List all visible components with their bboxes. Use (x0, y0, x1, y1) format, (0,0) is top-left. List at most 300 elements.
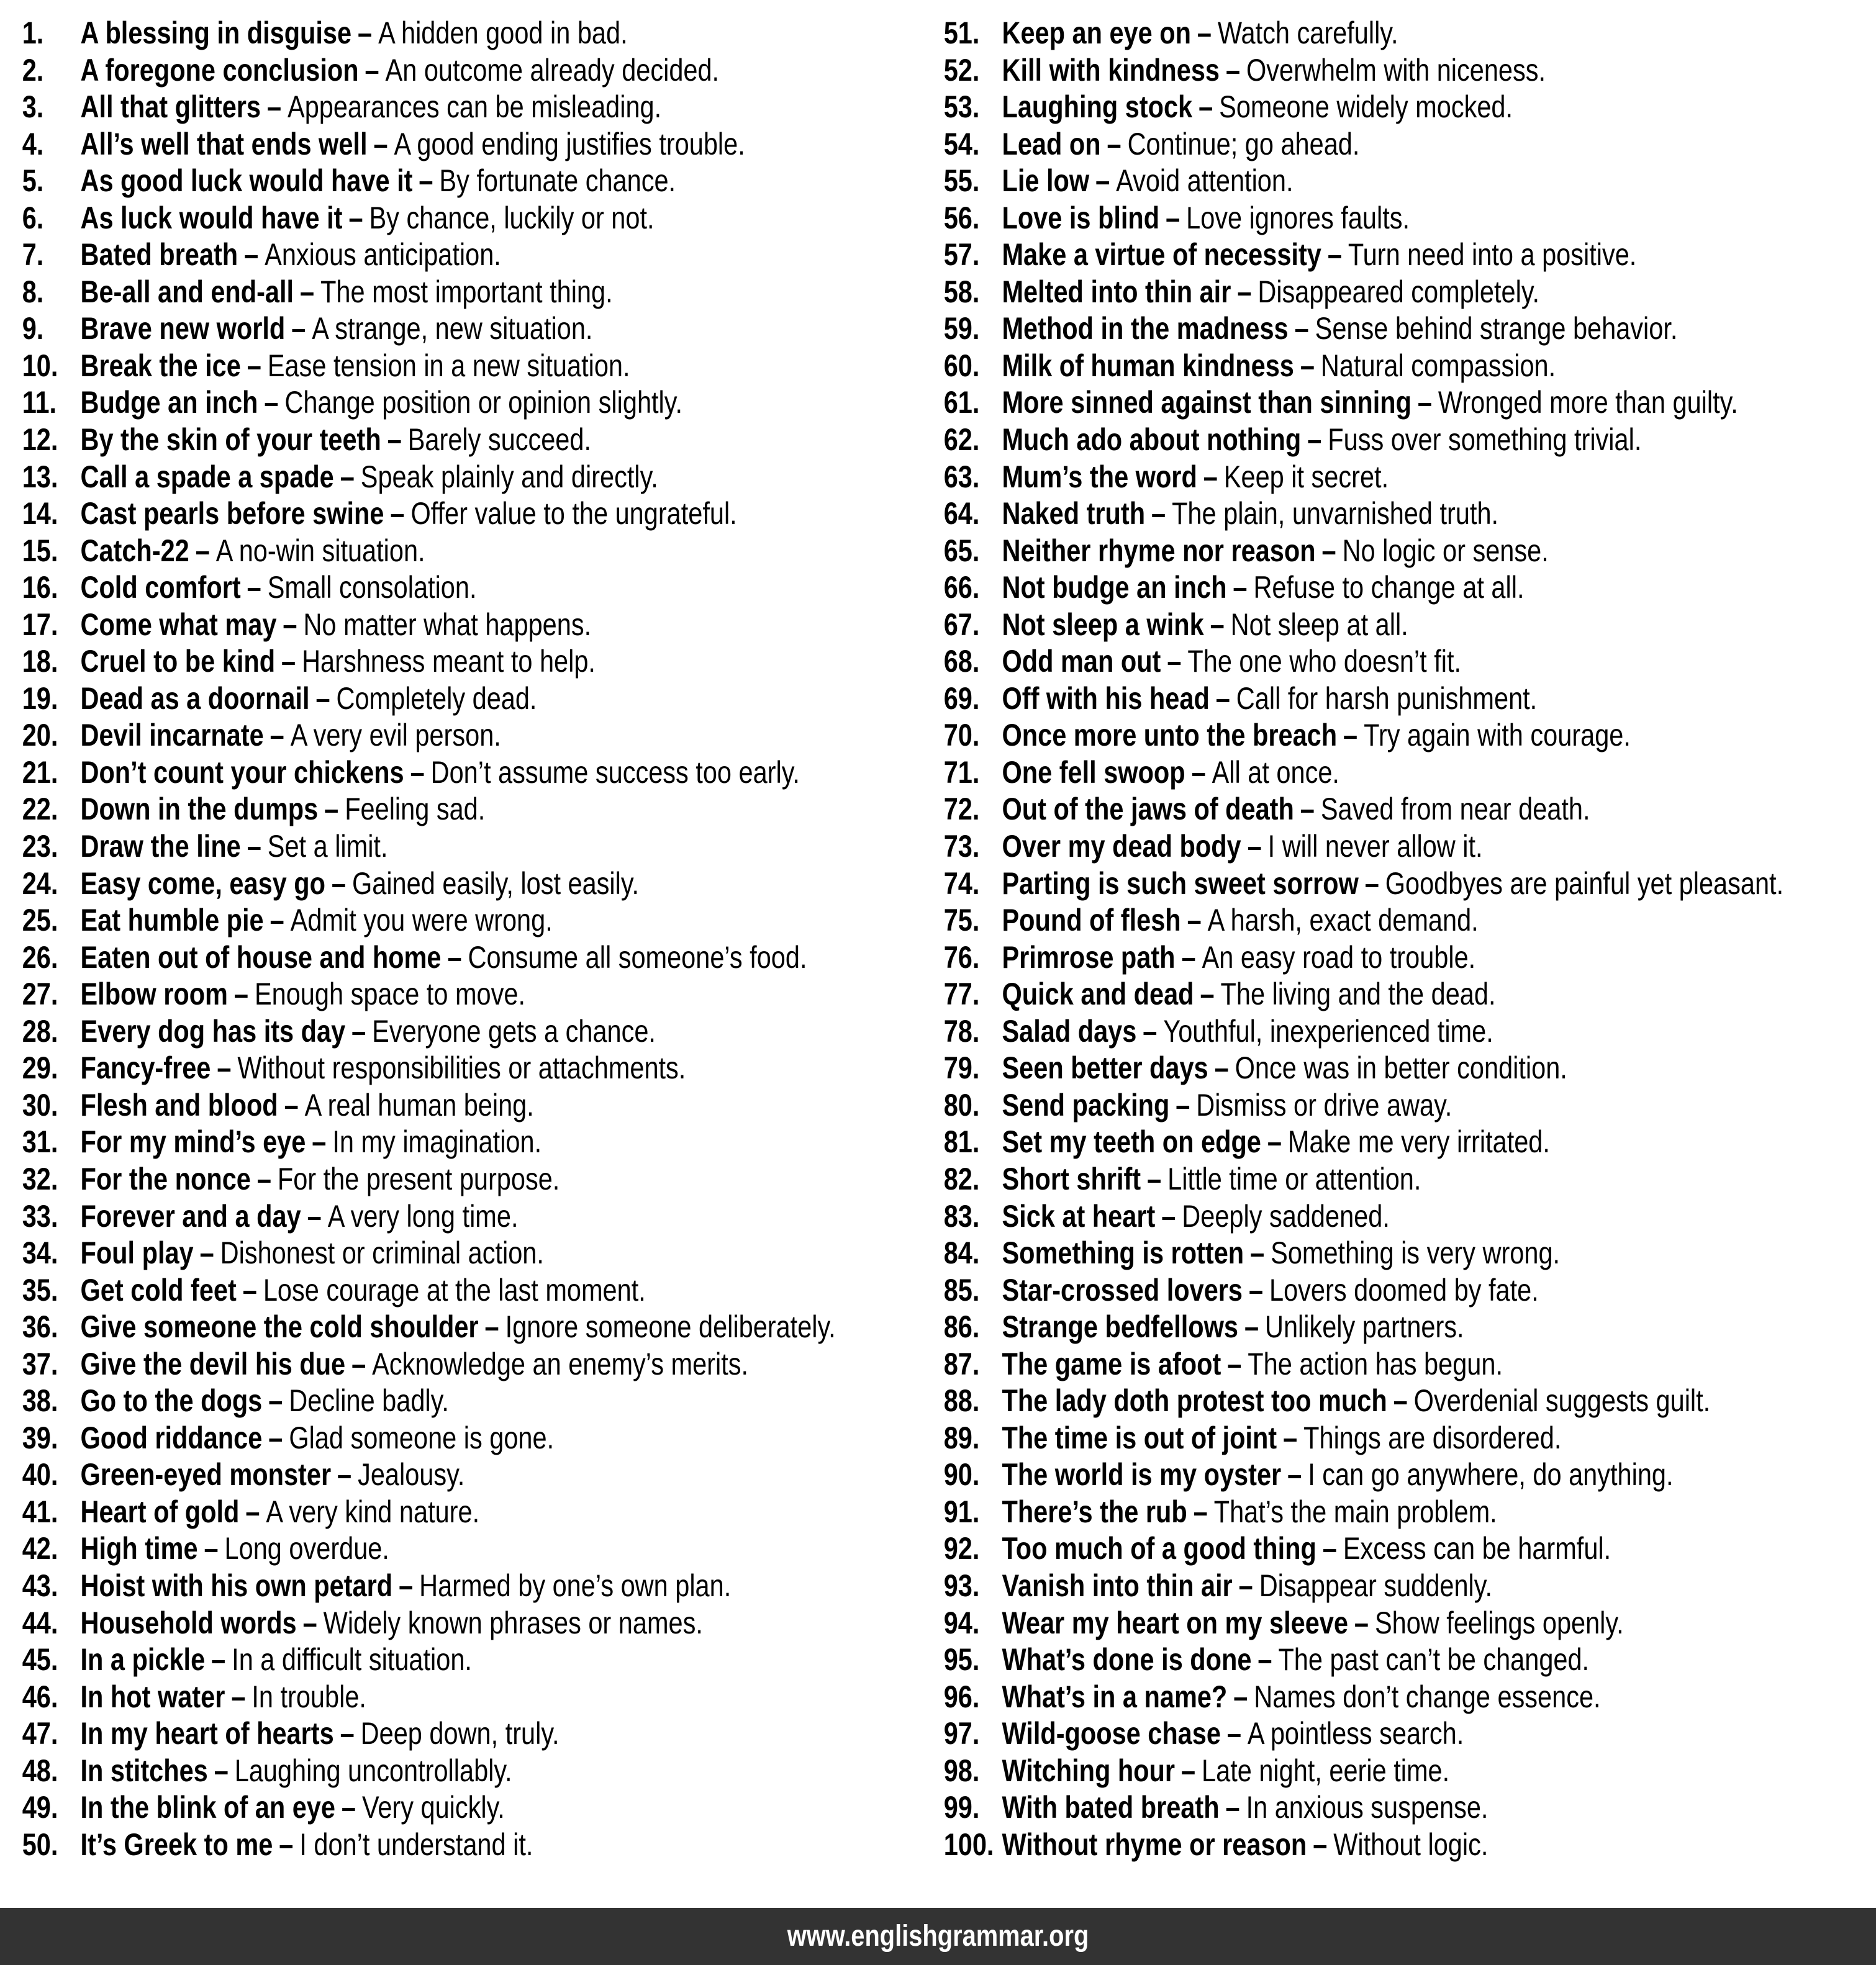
footer-bar (0, 1908, 1876, 1965)
dash-separator: – (1247, 829, 1262, 864)
definition-text: Offer value to the ungrateful. (410, 496, 737, 531)
idiom-phrase: The game is afoot (1002, 1346, 1221, 1381)
idiom-phrase: For my mind’s eye (80, 1124, 306, 1160)
definition-text: Lose courage at the last moment. (263, 1272, 646, 1308)
list-item (0, 459, 791, 496)
definition-text: The action has begun. (1248, 1346, 1503, 1381)
definition-text: Names don’t change essence. (1254, 1679, 1601, 1714)
idiom-phrase: In a pickle (80, 1642, 206, 1678)
dash-separator: – (247, 348, 261, 383)
idiom-phrase: The world is my oyster (1002, 1457, 1282, 1493)
idiom-phrase: As luck would have it (80, 200, 343, 235)
dash-separator: – (217, 1050, 232, 1086)
item-number: 45. (22, 1642, 58, 1678)
item-number: 17. (22, 607, 58, 642)
definition-text: Turn need into a positive. (1348, 237, 1637, 273)
definition-text: Decline badly. (289, 1383, 449, 1419)
idiom-phrase: Forever and a day (80, 1198, 301, 1234)
definition-text: Little time or attention. (1167, 1161, 1421, 1196)
definition-text: By fortunate chance. (439, 163, 676, 199)
item-number: 62. (943, 422, 980, 458)
item-number: 46. (22, 1679, 58, 1714)
list-item (922, 902, 1713, 939)
list-item (0, 495, 791, 533)
item-number: 94. (943, 1605, 980, 1640)
list-item (0, 1050, 791, 1087)
item-number: 50. (22, 1827, 58, 1862)
item-number: 78. (943, 1013, 980, 1049)
definition-text: Sense behind strange behavior. (1315, 311, 1678, 346)
idiom-phrase: Star-crossed lovers (1002, 1272, 1243, 1308)
idiom-phrase: Brave new world (80, 311, 286, 346)
definition-text: Natural compassion. (1320, 348, 1556, 383)
idiom-phrase: Love is blind (1002, 200, 1160, 235)
item-number: 84. (943, 1235, 980, 1271)
idiom-phrase: Mum’s the word (1002, 459, 1197, 494)
list-item (0, 126, 791, 163)
item-number: 42. (22, 1531, 58, 1566)
definition-text: For the present purpose. (277, 1161, 560, 1196)
list-item (922, 1753, 1713, 1790)
dash-separator: – (204, 1531, 219, 1566)
dash-separator: – (1210, 607, 1225, 642)
dash-separator: – (1225, 1790, 1240, 1825)
definition-text: Harmed by one’s own plan. (419, 1568, 732, 1603)
dash-separator: – (1180, 1753, 1196, 1788)
definition-text: The one who doesn’t fit. (1187, 644, 1462, 679)
idiom-phrase: Strange bedfellows (1002, 1309, 1238, 1345)
list-item (922, 163, 1713, 200)
idiom-phrase: As good luck would have it (80, 163, 413, 199)
definition-text: A very long time. (327, 1198, 519, 1234)
list-item (922, 1198, 1713, 1235)
list-item (0, 237, 791, 274)
list-item (0, 1161, 791, 1198)
list-item (0, 1346, 791, 1383)
list-item (922, 680, 1713, 718)
list-item (0, 791, 791, 828)
idiom-phrase: Keep an eye on (1002, 16, 1191, 50)
idiom-phrase: In stitches (80, 1753, 208, 1788)
list-item (0, 607, 791, 644)
definition-text: A very evil person. (290, 718, 501, 753)
list-item (922, 384, 1738, 422)
dash-separator: – (214, 1753, 229, 1788)
definition-text: Deep down, truly. (360, 1716, 560, 1751)
definition-text: Don’t assume success too early. (430, 754, 800, 790)
idiom-phrase: Cast pearls before swine (80, 496, 384, 531)
idiom-phrase: Be-all and end-all (80, 274, 294, 309)
dash-separator: – (331, 865, 347, 901)
list-item (922, 200, 1713, 237)
idiom-phrase: Bated breath (80, 237, 238, 273)
list-item (0, 1753, 791, 1790)
list-item (922, 828, 1713, 865)
idiom-phrase: Witching hour (1002, 1753, 1176, 1788)
dash-separator: – (1193, 1494, 1208, 1529)
definition-text: Disappear suddenly. (1259, 1568, 1492, 1603)
dash-separator: – (1176, 1087, 1190, 1123)
definition-text: Speak plainly and directly. (360, 459, 658, 494)
definition-text: Overdenial suggests guilt. (1413, 1383, 1711, 1419)
item-number: 44. (22, 1605, 58, 1640)
dash-separator: – (211, 1642, 226, 1678)
list-item (0, 865, 791, 903)
list-item (0, 1827, 791, 1864)
dash-separator: – (247, 829, 261, 864)
idiom-phrase: What’s in a name? (1002, 1679, 1228, 1714)
item-number: 60. (943, 348, 980, 383)
item-number: 18. (22, 644, 58, 679)
dash-separator: – (312, 1124, 327, 1160)
definition-text: In trouble. (251, 1679, 366, 1714)
definition-text: Admit you were wrong. (290, 903, 553, 938)
list-item (922, 1494, 1713, 1531)
dash-separator: – (1283, 1420, 1298, 1455)
dash-separator: – (1161, 1198, 1176, 1234)
idiom-phrase: Not sleep a wink (1002, 607, 1204, 642)
dash-separator: – (1227, 1346, 1242, 1381)
definition-text: Refuse to change at all. (1253, 570, 1525, 605)
idiom-phrase: Every dog has its day (80, 1013, 346, 1049)
dash-separator: – (1197, 16, 1212, 50)
definition-text: Late night, eerie time. (1202, 1753, 1450, 1788)
dash-separator: – (199, 1235, 214, 1271)
dash-separator: – (1237, 274, 1252, 309)
item-number: 10. (22, 348, 58, 383)
list-item (922, 1605, 1713, 1642)
dash-separator: – (1300, 348, 1315, 383)
definition-text: A hidden good in bad. (378, 16, 628, 50)
idiom-phrase: Eaten out of house and home (80, 939, 442, 975)
dash-separator: – (1327, 237, 1342, 273)
idiom-column-right (922, 15, 1875, 1863)
item-number: 79. (943, 1050, 980, 1086)
dash-separator: – (410, 754, 425, 790)
idiom-phrase: With bated breath (1002, 1790, 1220, 1825)
list-item (0, 422, 791, 459)
definition-text: Completely dead. (336, 680, 537, 716)
definition-text: Not sleep at all. (1230, 607, 1408, 642)
dash-separator: – (1250, 1235, 1265, 1271)
list-item (922, 1679, 1713, 1716)
definition-text: Ignore someone deliberately. (505, 1309, 836, 1345)
definition-text: An outcome already decided. (385, 52, 720, 88)
list-item (0, 200, 791, 237)
idiom-phrase: Out of the jaws of death (1002, 792, 1294, 827)
item-number: 40. (22, 1457, 58, 1493)
item-number: 69. (943, 680, 980, 716)
definition-text: Love ignores faults. (1186, 200, 1410, 235)
item-number: 13. (22, 459, 58, 494)
item-number: 32. (22, 1161, 58, 1196)
idiom-phrase: Devil incarnate (80, 718, 264, 753)
dash-separator: – (1287, 1457, 1302, 1493)
item-number: 25. (22, 903, 58, 938)
dash-separator: – (1343, 718, 1358, 753)
idiom-phrase: Not budge an inch (1002, 570, 1227, 605)
idiom-phrase: Short shrift (1002, 1161, 1141, 1196)
definition-text: Show feelings openly. (1374, 1605, 1624, 1640)
item-number: 33. (22, 1198, 58, 1234)
definition-text: Fuss over something trivial. (1328, 422, 1642, 458)
definition-text: A real human being. (304, 1087, 534, 1123)
list-item (0, 1568, 791, 1605)
list-item (0, 902, 791, 939)
list-item (0, 1715, 791, 1753)
definition-text: Continue; go ahead. (1127, 126, 1360, 161)
dash-separator: – (1244, 1309, 1259, 1345)
definition-text: The past can’t be changed. (1278, 1642, 1590, 1678)
list-item (922, 1235, 1713, 1272)
dash-separator: – (1226, 1716, 1241, 1751)
item-number: 27. (22, 977, 58, 1012)
definition-text: Appearances can be misleading. (288, 89, 662, 125)
list-item (0, 976, 791, 1013)
list-item (0, 717, 791, 754)
dash-separator: – (484, 1309, 499, 1345)
idiom-phrase: Without rhyme or reason (1002, 1827, 1307, 1862)
idiom-phrase: Break the ice (80, 348, 241, 383)
dash-separator: – (233, 977, 248, 1012)
item-number: 68. (943, 644, 980, 679)
idiom-phrase: Elbow room (80, 977, 228, 1012)
list-item (922, 1420, 1713, 1457)
item-number: 2. (22, 52, 44, 88)
dash-separator: – (1095, 163, 1110, 199)
definition-text: I will never allow it. (1267, 829, 1483, 864)
definition-text: The living and the dead. (1220, 977, 1496, 1012)
item-number: 28. (22, 1013, 58, 1049)
list-item (922, 1272, 1713, 1309)
idiom-phrase: Come what may (80, 607, 277, 642)
dash-separator: – (337, 1457, 352, 1493)
idiom-phrase: Down in the dumps (80, 792, 319, 827)
list-item (922, 754, 1713, 792)
definition-text: Consume all someone’s food. (468, 939, 807, 975)
list-item (922, 495, 1713, 533)
definition-text: Unlikely partners. (1264, 1309, 1464, 1345)
dash-separator: – (341, 1790, 356, 1825)
item-number: 58. (943, 274, 980, 309)
list-item (0, 533, 791, 570)
item-number: 70. (943, 718, 980, 753)
item-number: 12. (22, 422, 58, 458)
item-number: 3. (22, 89, 44, 125)
idiom-phrase: Quick and dead (1002, 977, 1194, 1012)
dash-separator: – (1166, 200, 1180, 235)
definition-text: A strange, new situation. (312, 311, 593, 346)
item-number: 80. (943, 1087, 980, 1123)
item-number: 100. (943, 1827, 994, 1862)
dash-separator: – (284, 1087, 299, 1123)
list-item (0, 163, 791, 200)
item-number: 82. (943, 1161, 980, 1196)
dash-separator: – (348, 200, 363, 235)
item-number: 67. (943, 607, 980, 642)
definition-text: An easy road to trouble. (1202, 939, 1476, 975)
idiom-phrase: Lie low (1002, 163, 1090, 199)
item-number: 6. (22, 200, 44, 235)
definition-text: Saved from near death. (1320, 792, 1590, 827)
idiom-phrase: Something is rotten (1002, 1235, 1244, 1271)
idiom-phrase: All’s well that ends well (80, 126, 368, 161)
item-number: 51. (943, 16, 980, 50)
dash-separator: – (1187, 903, 1202, 938)
dash-separator: – (1354, 1605, 1369, 1640)
item-number: 41. (22, 1494, 58, 1529)
idiom-phrase: By the skin of your teeth (80, 422, 381, 458)
dash-separator: – (1307, 422, 1322, 458)
list-item (922, 15, 1713, 52)
definition-text: Long overdue. (224, 1531, 389, 1566)
item-number: 91. (943, 1494, 980, 1529)
idiom-phrase: Get cold feet (80, 1272, 237, 1308)
idiom-phrase: It’s Greek to me (80, 1827, 273, 1862)
list-item (922, 1642, 1713, 1679)
definition-text: Youthful, inexperienced time. (1163, 1013, 1493, 1049)
item-number: 99. (943, 1790, 980, 1825)
list-item (922, 459, 1713, 496)
dash-separator: – (1203, 459, 1218, 494)
list-item (0, 15, 791, 52)
definition-text: Anxious anticipation. (265, 237, 501, 273)
idiom-phrase: Give someone the cold shoulder (80, 1309, 479, 1345)
definition-text: That’s the main problem. (1213, 1494, 1497, 1529)
definition-text: A no-win situation. (215, 533, 425, 568)
item-number: 54. (943, 126, 980, 161)
dash-separator: – (1215, 680, 1230, 716)
idiom-phrase: Once more unto the breach (1002, 718, 1338, 753)
item-number: 8. (22, 274, 44, 309)
idiom-phrase: In hot water (80, 1679, 225, 1714)
definition-text: Make me very irritated. (1287, 1124, 1550, 1160)
list-item (0, 828, 791, 865)
idiom-phrase: There’s the rub (1002, 1494, 1187, 1529)
item-number: 72. (943, 792, 980, 827)
definition-text: By chance, luckily or not. (369, 200, 655, 235)
list-item (922, 1383, 1713, 1420)
idiom-phrase: High time (80, 1531, 198, 1566)
definition-text: Wronged more than guilty. (1438, 385, 1738, 420)
item-number: 23. (22, 829, 58, 864)
idiom-phrase: Salad days (1002, 1013, 1137, 1049)
item-number: 74. (943, 865, 980, 901)
list-item (922, 976, 1713, 1013)
list-item (922, 1087, 1713, 1124)
definition-text: Dishonest or criminal action. (220, 1235, 544, 1271)
dash-separator: – (340, 459, 355, 494)
dash-separator: – (1167, 644, 1182, 679)
definition-text: Very quickly. (361, 1790, 505, 1825)
list-item (922, 643, 1713, 680)
item-number: 55. (943, 163, 980, 199)
dash-separator: – (268, 1420, 283, 1455)
item-number: 43. (22, 1568, 58, 1603)
idiom-phrase: Odd man out (1002, 644, 1161, 679)
idiom-phrase: Flesh and blood (80, 1087, 278, 1123)
idiom-phrase: Give the devil his due (80, 1346, 346, 1381)
dash-separator: – (268, 1383, 283, 1419)
idiom-phrase: One fell swoop (1002, 754, 1185, 790)
list-item (922, 348, 1713, 385)
definition-text: Watch carefully. (1217, 16, 1398, 50)
idiom-phrase: Method in the madness (1002, 311, 1289, 346)
definition-text: Feeling sad. (345, 792, 486, 827)
list-item (0, 1309, 836, 1346)
idiom-phrase: Eat humble pie (80, 903, 264, 938)
item-number: 97. (943, 1716, 980, 1751)
definition-text: Without logic. (1333, 1827, 1489, 1862)
definition-text: I can go anywhere, do anything. (1308, 1457, 1674, 1493)
item-number: 88. (943, 1383, 980, 1419)
idiom-phrase: Foul play (80, 1235, 194, 1271)
list-item (922, 126, 1713, 163)
item-number: 71. (943, 754, 980, 790)
item-number: 90. (943, 1457, 980, 1493)
dash-separator: – (283, 607, 297, 642)
dash-separator: – (1191, 754, 1206, 790)
footer-url: www.englishgrammar.org (787, 1920, 1089, 1953)
definition-text: Enough space to move. (254, 977, 525, 1012)
dash-separator: – (231, 1679, 246, 1714)
idiom-phrase: Make a virtue of necessity (1002, 237, 1321, 273)
list-item (0, 1198, 791, 1235)
idiom-phrase: A blessing in disguise (80, 16, 352, 50)
dash-separator: – (256, 1161, 271, 1196)
dash-separator: – (1238, 1568, 1253, 1603)
list-item (0, 1457, 791, 1494)
definition-text: Gained easily, lost easily. (351, 865, 640, 901)
idiom-phrase: Draw the line (80, 829, 241, 864)
idiom-phrase: Don’t count your chickens (80, 754, 404, 790)
item-number: 93. (943, 1568, 980, 1603)
item-number: 89. (943, 1420, 980, 1455)
item-number: 1. (22, 16, 44, 50)
idiom-phrase: Over my dead body (1002, 829, 1241, 864)
idiom-phrase: Budge an inch (80, 385, 258, 420)
list-item (0, 1605, 791, 1642)
dash-separator: – (1364, 865, 1379, 901)
idiom-phrase: Laughing stock (1002, 89, 1193, 125)
definition-text: Someone widely mocked. (1219, 89, 1513, 125)
item-number: 77. (943, 977, 980, 1012)
list-item (922, 1013, 1713, 1050)
idiom-phrase: Sick at heart (1002, 1198, 1156, 1234)
item-number: 16. (22, 570, 58, 605)
item-number: 11. (22, 385, 57, 420)
item-number: 38. (22, 1383, 58, 1419)
dash-separator: – (281, 644, 296, 679)
list-item (0, 1420, 791, 1457)
definition-text: A harsh, exact demand. (1207, 903, 1479, 938)
definition-text: Deeply saddened. (1182, 1198, 1390, 1234)
list-item (0, 754, 800, 792)
item-number: 14. (22, 496, 58, 531)
list-item (922, 717, 1713, 754)
idiom-phrase: Heart of gold (80, 1494, 240, 1529)
idiom-phrase: Seen better days (1002, 1050, 1208, 1086)
dash-separator: – (264, 385, 279, 420)
dash-separator: – (242, 1272, 257, 1308)
idiom-phrase: Catch-22 (80, 533, 189, 568)
dash-separator: – (419, 163, 433, 199)
definition-text: Small consolation. (267, 570, 477, 605)
list-item (922, 310, 1713, 348)
item-number: 22. (22, 792, 58, 827)
list-item (0, 1789, 791, 1827)
dash-separator: – (351, 1013, 366, 1049)
